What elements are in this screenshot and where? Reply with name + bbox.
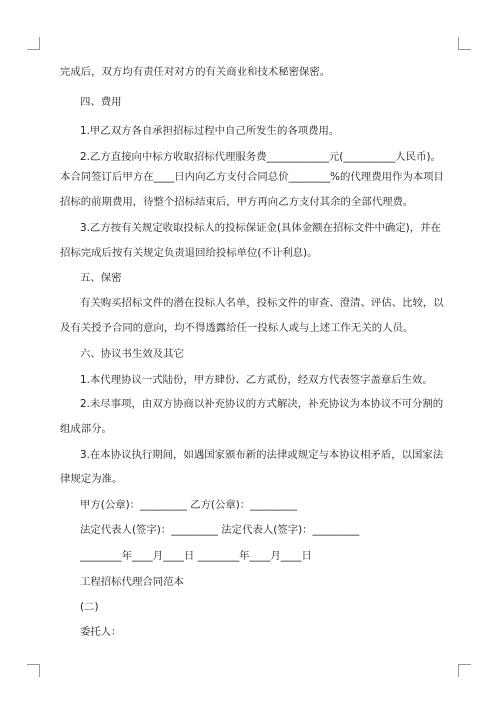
next-document-number: (二) xyxy=(80,601,99,613)
next-document-title: 工程招标代理合同范本 xyxy=(80,576,184,588)
paragraph-line: 2.未尽事项，由双方协商以补充协议的方式解决，补充协议为本协议不可分割的 xyxy=(80,398,444,410)
signature-representative-line: 法定代表人(签字)：_________ 法定代表人(签字)：_________ xyxy=(80,524,360,536)
paragraph-line: 招标完成后按有关规定负责退回给投标单位(不计利息)。 xyxy=(60,247,318,259)
paragraph-line: 招标的前期费用，待整个招标结束后，甲方再向乙方支付其余的全部代理费。 xyxy=(60,196,414,208)
paragraph-line: 3.在本协议执行期间，如遇国家颁布新的法律或规定与本协议相矛盾，以国家法 xyxy=(80,449,444,461)
section-heading-fees: 四、费用 xyxy=(80,96,122,108)
client-label: 委托人： xyxy=(80,626,122,638)
crop-mark-bottom-right xyxy=(458,664,471,677)
crop-mark-top-right xyxy=(458,37,471,50)
paragraph-line: 及有关授予合同的意向，均不得透露给任一投标人或与上述工作无关的人员。 xyxy=(60,322,414,334)
crop-mark-top-left xyxy=(27,37,40,50)
section-heading-confidentiality: 五、保密 xyxy=(80,272,122,284)
signature-seal-line: 甲方(公章)：_________ 乙方(公章)：_________ xyxy=(80,499,297,511)
paragraph-line: 1.甲乙双方各自承担招标过程中自己所发生的各项费用。 xyxy=(80,125,340,137)
crop-mark-bottom-left xyxy=(27,664,40,677)
paragraph-line: 有关购买招标文件的潜在投标人名单，投标文件的审查、澄清、评估、比较，以 xyxy=(80,297,444,309)
paragraph-line: 律规定为准。 xyxy=(60,473,123,485)
paragraph-line: 3.乙方按有关规定收取投标人的投标保证金(具体金额在招标文件中确定)，并在 xyxy=(80,222,441,234)
paragraph-line: 组成部分。 xyxy=(60,423,112,435)
signature-date-line: ________年____月____日 ________年____月____日 xyxy=(80,550,312,562)
paragraph-line: 本合同签订后甲方在____日内向乙方支付合同总价________%的代理费用作为本项目 xyxy=(60,171,444,183)
paragraph-line: 完成后，双方均有责任对对方的有关商业和技术秘密保密。 xyxy=(60,66,331,78)
paragraph-line: 1.本代理协议一式陆份，甲方肆份、乙方贰份，经双方代表签字盖章后生效。 xyxy=(80,374,433,386)
section-heading-effectiveness: 六、协议书生效及其它 xyxy=(80,348,184,360)
paragraph-line: 2.乙方直接向中标方收取招标代理服务费____________元(__________人民币)。 xyxy=(80,151,441,163)
